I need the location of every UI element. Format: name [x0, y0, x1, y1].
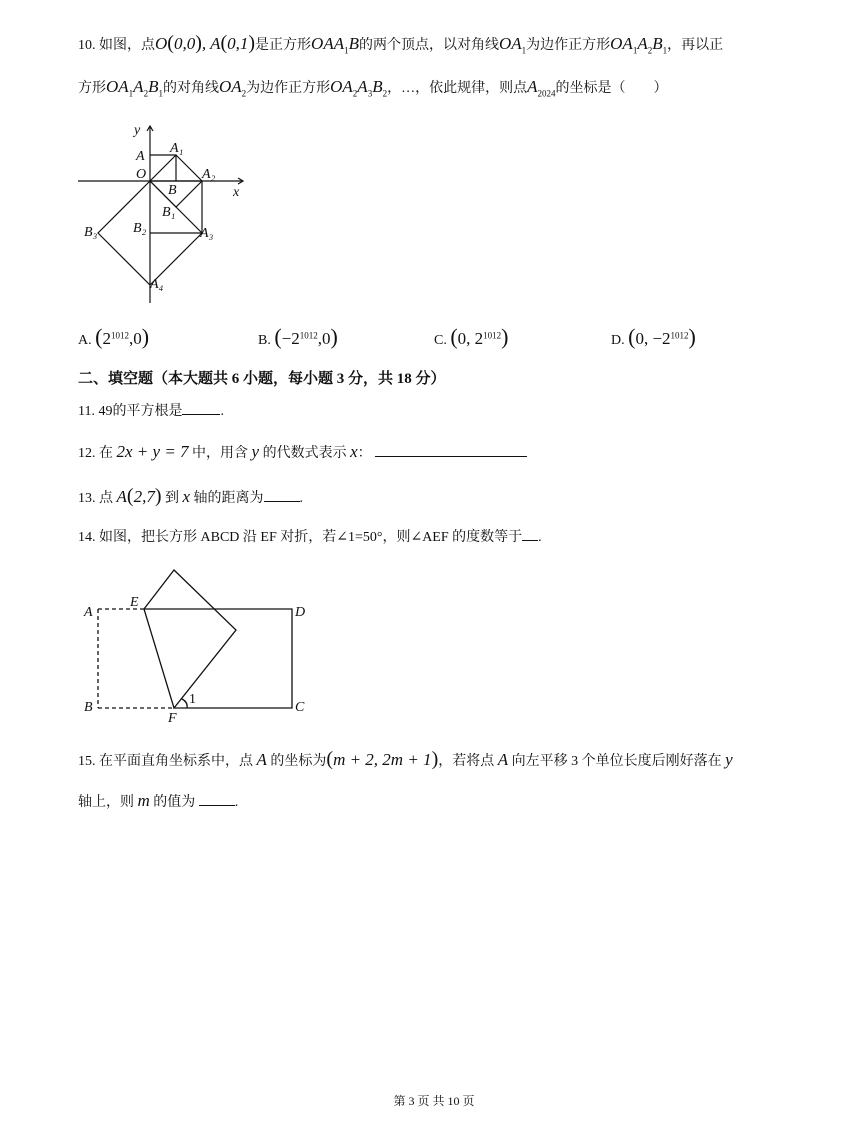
- q10-text-8: 为边作正方形: [246, 81, 331, 96]
- q15-number: 15.: [78, 754, 96, 769]
- q10-math-OA1A2B1: $OA_1A_2B_1$: [610, 34, 668, 56]
- q10-line-2: [78, 76, 808, 104]
- q11-text: 11. 49的平方根是: [78, 404, 183, 419]
- folded-part: [144, 570, 236, 708]
- option-b-left: −2: [281, 329, 300, 348]
- q10-math-OAA1B: $OAA_1B$: [311, 34, 359, 56]
- q12-equation: 2x + y = 7: [116, 442, 189, 461]
- label-A1: A₁: [170, 141, 184, 156]
- q13-number: 13.: [78, 491, 96, 506]
- q10-line-1: [78, 32, 808, 61]
- label-x: x: [233, 185, 240, 200]
- option-b-right: ,0: [317, 329, 331, 348]
- label-A4: A₄: [150, 277, 164, 292]
- label-D: D: [295, 605, 306, 620]
- label-E: E: [130, 595, 139, 610]
- q10-text-9: ，…，依此规律，则点: [387, 81, 528, 96]
- q13-var-x: x: [182, 487, 191, 506]
- option-c-label: C.: [434, 333, 447, 348]
- section-2-title: 二、填空题（本大题共 6 小题，每小题 3 分，共 18 分）: [78, 371, 446, 387]
- label-A: A: [84, 605, 93, 620]
- q15-var-A: A: [256, 750, 267, 769]
- q10-text-3: 的两个顶点，以对角线: [358, 38, 499, 53]
- q13: [78, 485, 808, 510]
- q14-text: 14. 如图，把长方形 ABCD 沿 EF 对折，若∠1=50°，则∠AEF 的度数等于: [78, 530, 523, 545]
- option-b: B. $(-2^{1012},0)$: [258, 324, 338, 349]
- angle-1-arc: [182, 699, 187, 708]
- q15-text-4: 向左平移 3 个单位长度后刚好落在: [511, 754, 722, 769]
- rectangle-remaining: [144, 609, 292, 708]
- q15-var-m: m: [137, 791, 150, 810]
- q10-math-OA2: $OA_2$: [218, 77, 247, 99]
- option-a-exp: 1012: [110, 330, 129, 341]
- option-d-exp: 1012: [670, 330, 689, 341]
- q10-text-4: 为边作正方形: [526, 38, 611, 53]
- label-B3: B₃: [84, 225, 98, 240]
- q12-var-y: y: [251, 442, 260, 461]
- q15-line-1: [78, 748, 808, 773]
- q14-figure: [78, 562, 318, 728]
- q10-text-5: ，再以正: [667, 38, 724, 53]
- label-O: O: [136, 167, 147, 182]
- option-c-exp: 1012: [483, 330, 502, 341]
- label-B: B: [84, 700, 93, 715]
- option-c: C. (0, $2^{1012}$): [434, 324, 509, 349]
- label-B1: B₁: [162, 205, 176, 220]
- option-d-left: 0, −2: [635, 329, 671, 348]
- q12-text-4: ：: [357, 446, 372, 461]
- q10-text-1: 如图，点: [99, 38, 155, 53]
- option-b-exp: 1012: [299, 330, 318, 341]
- q14: [78, 526, 808, 549]
- option-a-left: 2: [102, 329, 111, 348]
- q13-blank: [264, 487, 300, 502]
- q10-figure: [78, 118, 258, 308]
- q12-text-1: 在: [99, 446, 113, 461]
- q10-math-OA1: $OA_1$: [498, 34, 527, 56]
- q10-text-10: 的坐标是（ ）: [555, 81, 668, 96]
- label-A3: A₃: [200, 226, 214, 241]
- q10-text-7: 的对角线: [162, 81, 219, 96]
- option-c-left: 0, 2: [457, 329, 484, 348]
- q15-end: .: [234, 795, 239, 810]
- option-d: D. (0, $-2^{1012}$): [611, 324, 696, 349]
- q15-blank: [199, 791, 235, 806]
- q12-blank: [375, 442, 527, 457]
- q13-text-1: 点: [99, 491, 113, 506]
- q11-end: .: [220, 404, 224, 419]
- q14-blank: [522, 526, 538, 541]
- q15-text-2: 的坐标为: [270, 754, 327, 769]
- page-footer: 第 3 页 共 10 页: [393, 1094, 475, 1108]
- q14-end: .: [538, 530, 542, 545]
- q15-var-y: y: [725, 750, 733, 769]
- label-B2: B₂: [133, 221, 147, 236]
- label-A: A: [136, 149, 145, 164]
- option-a-right: ,0: [128, 329, 142, 348]
- q12-text-3: 的代数式表示: [262, 446, 347, 461]
- q12-var-x: x: [350, 442, 358, 461]
- q13-text-2: 到: [164, 491, 179, 506]
- q15-var-A-2: A: [497, 750, 509, 769]
- q15-text-3: ，若将点: [438, 754, 495, 769]
- diag-OA1: [150, 155, 176, 181]
- option-a-label: A.: [78, 333, 92, 348]
- label-y: y: [134, 123, 141, 138]
- q10-math-OA1A2B1-2: $OA_1A_2B_1$: [106, 77, 163, 99]
- q10-math-A2024: $A_{2024}$: [527, 77, 556, 99]
- label-B: B: [168, 183, 177, 198]
- label-F: F: [168, 711, 177, 726]
- label-C: C: [295, 700, 305, 715]
- q10-text-2: 是正方形: [255, 38, 312, 53]
- q11: [78, 400, 808, 423]
- q10-number: 10.: [78, 38, 96, 53]
- q11-blank: [182, 400, 220, 415]
- q10-math-OA2A3B2: $OA_2A_3B_2$: [330, 77, 388, 99]
- q12-number: 12.: [78, 446, 96, 461]
- q10-text-6: 方形: [78, 81, 106, 96]
- q13-point: A(2,7): [116, 485, 162, 507]
- option-d-label: D.: [611, 333, 625, 348]
- q13-text-3: 轴的距离为: [193, 491, 264, 506]
- q15-text-6: 的值为: [153, 795, 196, 810]
- label-A2: A₂: [202, 167, 216, 182]
- q15-coordinate: (m + 2, 2m + 1): [326, 748, 439, 770]
- q15-text-1: 在平面直角坐标系中，点: [99, 754, 253, 769]
- q10-math-O: O(0,0), A(0,1): [155, 32, 256, 54]
- q15-line-2: [78, 790, 808, 814]
- option-b-label: B.: [258, 333, 271, 348]
- q12-text-2: 中，用含: [192, 446, 249, 461]
- q12: [78, 441, 808, 465]
- q15-text-5: 轴上，则: [78, 795, 134, 810]
- label-angle-1: 1: [189, 692, 196, 707]
- option-a: A. $(2^{1012},0)$: [78, 324, 150, 349]
- q13-end: .: [299, 491, 304, 506]
